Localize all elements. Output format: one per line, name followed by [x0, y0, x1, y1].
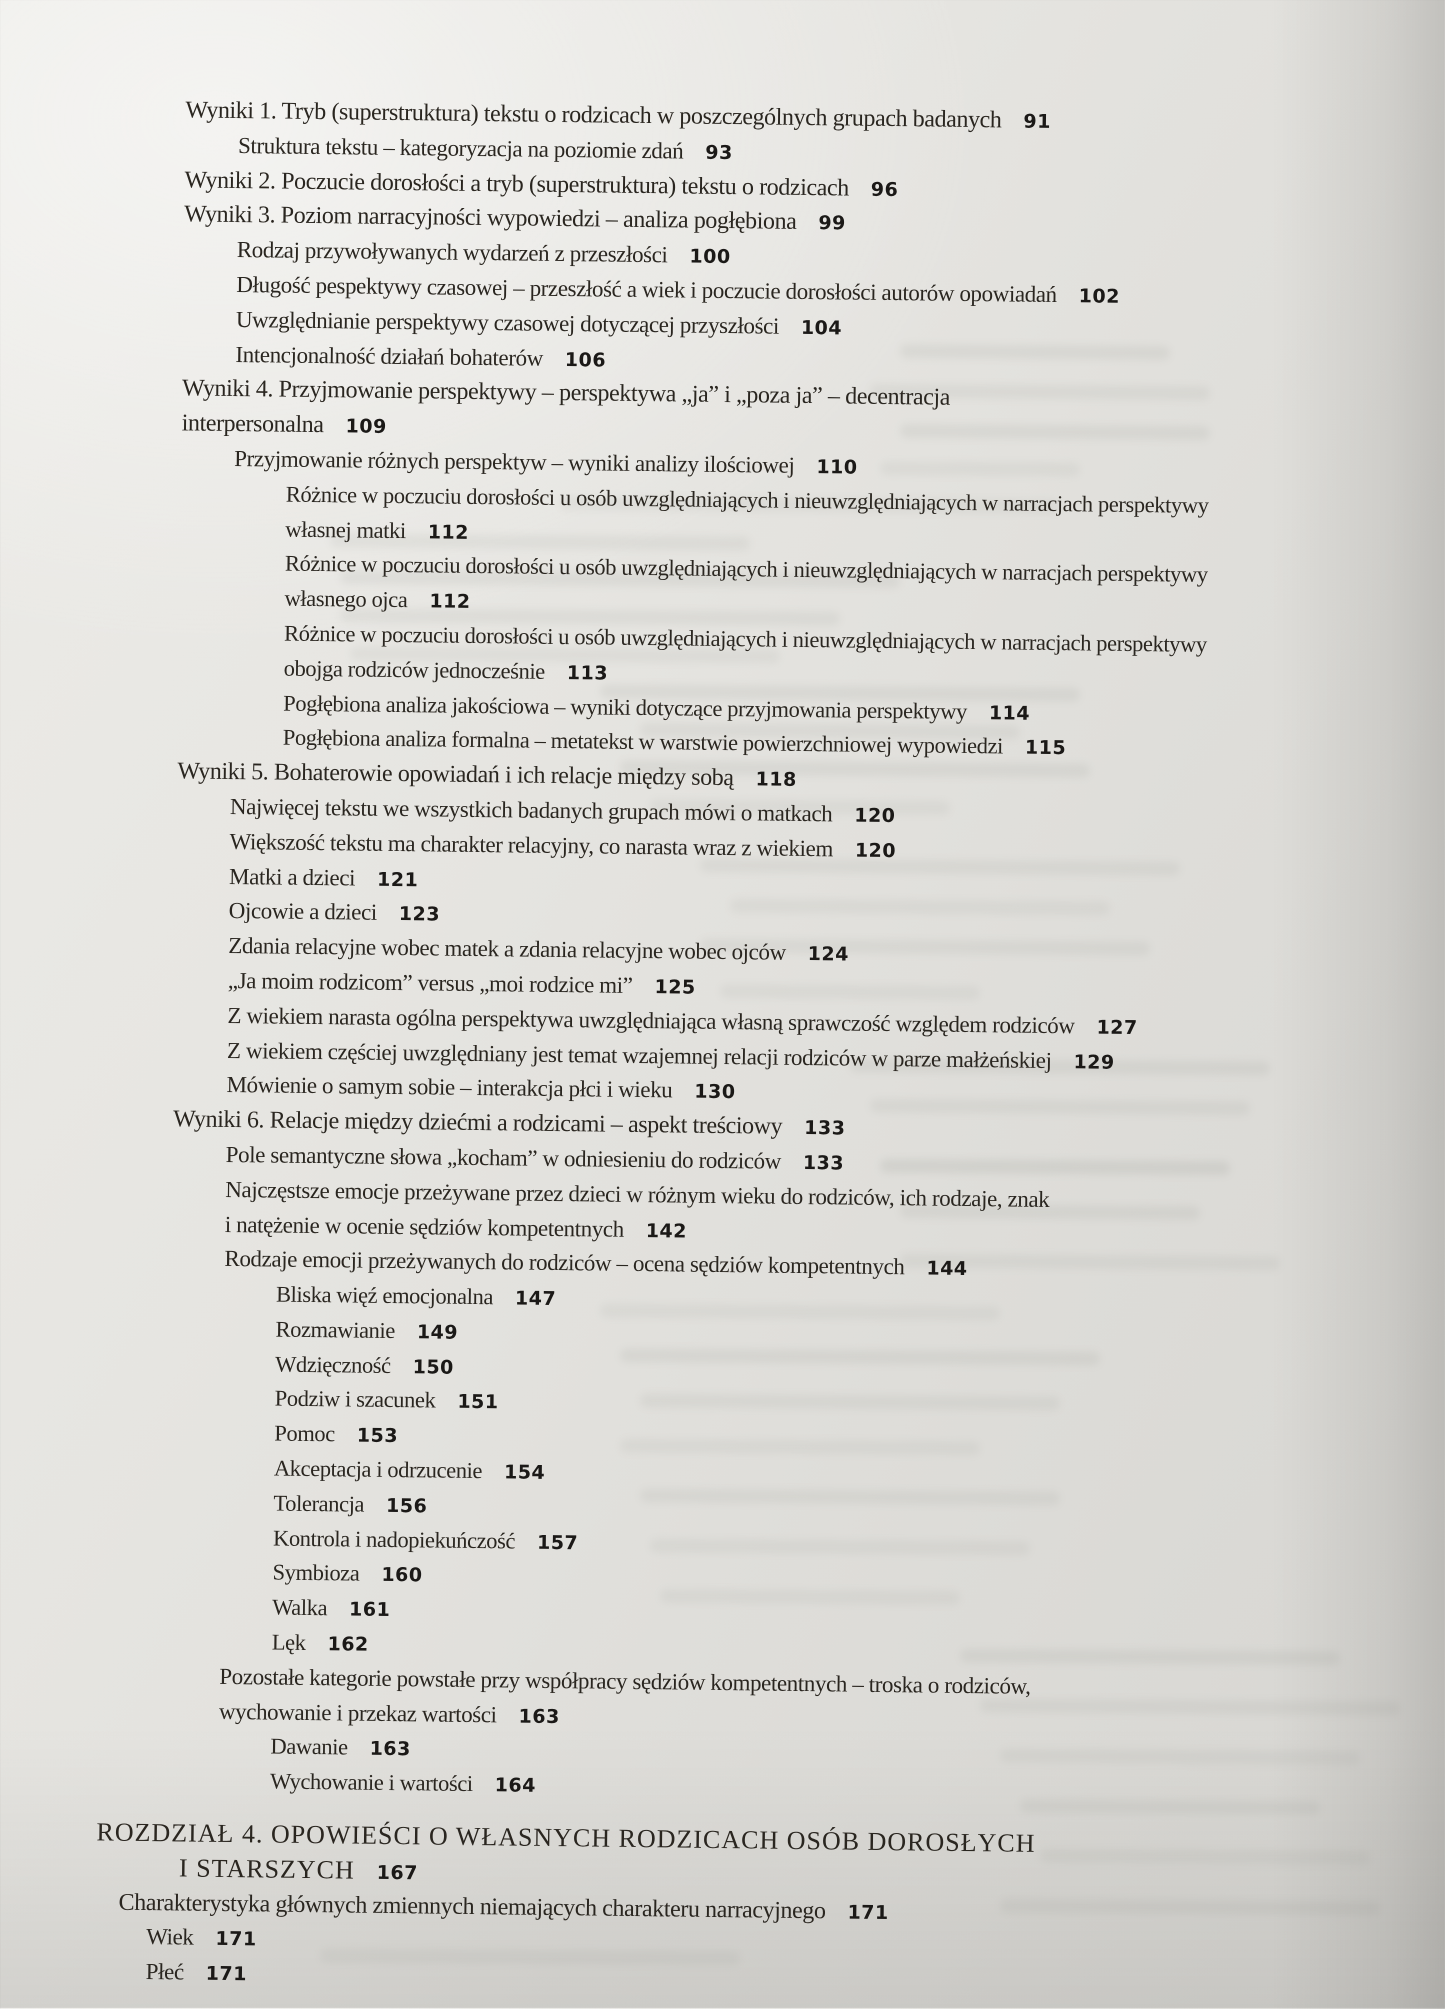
toc-page-number: 163 [369, 1738, 411, 1761]
toc-list [0, 91, 1445, 2006]
toc-page-number: 157 [536, 1531, 579, 1554]
toc-page-number: 91 [1023, 110, 1052, 133]
toc-entry-text: Pogłębiona analiza formalna – metatekst w warstwie powierzchniowej wypowiedzi [282, 724, 1004, 759]
toc-entry-text: Z wiekiem częściej uwzględniany jest temat wzajemnej relacji rodziców w parze małżeńskiej [226, 1037, 1052, 1073]
toc-entry-text: Matki a dzieci [228, 863, 356, 891]
toc-page-number: 151 [457, 1391, 499, 1414]
toc-entry-text: Lęk [271, 1629, 306, 1656]
toc-entry-text: Z wiekiem narasta ogólna perspektywa uwzględniająca własną sprawczość względem rodziców [227, 1002, 1075, 1039]
toc-page-number: 163 [518, 1705, 560, 1728]
toc-page-number: 167 [376, 1861, 419, 1885]
toc-page-number: 129 [1073, 1050, 1115, 1074]
toc-page-number: 142 [645, 1219, 688, 1243]
toc-page-number: 133 [804, 1117, 846, 1140]
toc-entry-text: „Ja moim rodzicom” versus „moi rodzice mi” [227, 967, 633, 998]
toc-entry-text: Wyniki 6. Relacje między dziećmi a rodzicami – aspekt treściowy [173, 1106, 783, 1140]
toc-page-number: 149 [416, 1321, 459, 1344]
toc-entry-text: Przyjmowanie różnych perspektyw – wyniki analizy ilościowej [234, 445, 795, 478]
toc-entry-text: wychowanie i przekaz wartości [218, 1698, 497, 1727]
toc-entry-text: Wyniki 2. Poczucie dorosłości a tryb (superstruktura) tekstu o rodzicach [184, 166, 849, 202]
toc-entry-text: Charakterystyka głównych zmiennych niemających charakteru narracyjnego [118, 1889, 826, 1924]
toc-page-number: 154 [503, 1461, 546, 1484]
toc-page-number: 102 [1078, 285, 1121, 308]
toc-entry-text: Wiek [146, 1924, 194, 1951]
toc-page-number: 96 [870, 178, 899, 201]
toc-entry-text: I STARSZYCH [178, 1853, 355, 1885]
toc-entry-text: Rodzaje emocji przeżywanych do rodziców – ocena sędziów kompetentnych [224, 1246, 905, 1280]
toc-page-number: 112 [427, 520, 470, 544]
toc-entry-text: Pogłębiona analiza jakościowa – wyniki dotyczące przyjmowania perspektywy [283, 690, 968, 724]
toc-entry-text: Podziw i szacunek [274, 1386, 436, 1414]
toc-entry-text: Długość pespektywy czasowej – przeszłość a wiek i poczucie dorosłości autorów opowiadań [236, 271, 1057, 308]
toc-page-number: 162 [327, 1633, 369, 1656]
toc-page-number: 133 [802, 1151, 845, 1175]
toc-page-number: 164 [494, 1774, 537, 1798]
toc-page-number: 104 [800, 316, 843, 340]
toc-entry-text: Struktura tekstu – kategoryzacja na poziomie zdań [237, 132, 684, 164]
toc-entry-text: Walka [272, 1594, 328, 1621]
toc-page-number: 100 [689, 245, 731, 269]
toc-entry-text: Wyniki 4. Przyjmowanie perspektywy – perspektywa „ja” i „poza ja” – decentracja [181, 375, 951, 412]
toc-page-number: 171 [847, 1901, 889, 1924]
toc-page-number: 150 [412, 1355, 454, 1379]
toc-page-number: 113 [566, 661, 609, 685]
toc-entry-text: własnego ojca [284, 585, 408, 613]
toc-entry-text: Dawanie [270, 1733, 348, 1760]
toc-entry-text: Różnice w poczuciu dorosłości u osób uwzględniających i nieuwzględniających w narracjach perspektywy [284, 550, 1208, 588]
toc-page-number: 147 [514, 1287, 557, 1311]
toc-entry-text: własnej matki [285, 516, 406, 543]
toc-page-number: 130 [694, 1080, 736, 1104]
toc-page-number: 127 [1096, 1016, 1138, 1039]
toc-page-number: 112 [429, 590, 471, 614]
toc-page-number: 106 [564, 348, 607, 372]
toc-entry-text: Najczęstsze emocje przeżywane przez dzieci w różnym wieku do rodziców, ich rodzaje, znak [225, 1176, 1050, 1212]
toc-page-number: 156 [385, 1494, 428, 1518]
toc-entry-text: Wyniki 1. Tryb (superstruktura) tekstu o rodzicach w poszczególnych grupach badanych [185, 97, 1002, 134]
toc-page-number: 171 [215, 1928, 257, 1951]
toc-entry-text: Rozmawianie [275, 1316, 396, 1343]
toc-page-number: 118 [755, 768, 797, 792]
toc-entry-text: i natężenie w ocenie sędziów kompetentnych [224, 1211, 624, 1242]
toc-entry-text: Płeć [145, 1959, 184, 1985]
toc-entry-text: Różnice w poczuciu dorosłości u osób uwzględniających i nieuwzględniających w narracjach perspektywy [285, 481, 1209, 518]
toc-entry-text: Pole semantyczne słowa „kocham” w odniesieniu do rodziców [225, 1141, 782, 1174]
toc-page-number: 125 [654, 976, 696, 999]
toc-page-number: 120 [854, 839, 897, 862]
toc-page-number: 123 [398, 903, 441, 926]
toc-page-number: 110 [816, 456, 858, 479]
toc-page-number: 161 [348, 1598, 391, 1622]
toc-entry-text: Intencjonalność działań bohaterów [235, 341, 544, 371]
toc-page-number: 114 [988, 701, 1031, 725]
toc-entry-text: Wyniki 5. Bohaterowie opowiadań i ich relacje między sobą [177, 758, 734, 792]
toc-entry-text: obojga rodziców jednocześnie [283, 655, 546, 684]
toc-entry-text: Wdzięczność [275, 1351, 391, 1378]
toc-entry-text: Większość tekstu ma charakter relacyjny, co narasta wraz z wiekiem [229, 828, 834, 862]
toc-page-number: 109 [345, 415, 387, 439]
toc-page-number: 99 [818, 212, 846, 235]
toc-entry-text: ROZDZIAŁ 4. OPOWIEŚCI O WŁASNYCH RODZICACH OSÓB DOROSŁYCH [96, 1817, 1036, 1858]
toc-entry-text: Różnice w poczuciu dorosłości u osób uwzględniających i nieuwzględniających w narracjach perspektywy [283, 620, 1207, 657]
toc-page-number: 171 [205, 1962, 248, 1986]
toc-entry-text: Ojcowie a dzieci [228, 898, 378, 926]
toc-entry-text: interpersonalna [181, 410, 324, 439]
toc-page-number: 153 [356, 1424, 399, 1448]
toc-entry-text: Pozostałe kategorie powstałe przy współpracy sędziów kompetentnych – troska o rodziców, [219, 1663, 1031, 1699]
toc-entry-text: Pomoc [274, 1420, 336, 1447]
toc-page-number: 120 [854, 804, 896, 828]
toc-entry-text: Symbioza [272, 1560, 360, 1587]
toc-page-number: 93 [705, 141, 733, 164]
toc-entry-text: Mówienie o samym sobie – interakcja płci i wieku [226, 1072, 673, 1103]
toc-page-number: 124 [807, 943, 850, 966]
toc-entry-text: Wychowanie i wartości [269, 1768, 473, 1797]
toc-entry-text: Wyniki 3. Poziom narracyjności wypowiedzi – analiza pogłębiona [184, 201, 797, 236]
toc-entry-text: Uwzględnianie perspektywy czasowej dotyczącej przyszłości [235, 306, 780, 339]
toc-entry-text: Zdania relacyjne wobec matek a zdania relacyjne wobec ojców [228, 933, 786, 965]
toc-page-number: 160 [381, 1564, 423, 1587]
toc-entry-text: Bliska więź emocjonalna [275, 1281, 494, 1310]
toc-entry-text: Akceptacja i odrzucenie [273, 1455, 483, 1484]
toc-entry-text: Tolerancja [273, 1490, 365, 1517]
toc-page-number: 115 [1024, 737, 1067, 760]
toc-entry-text: Kontrola i nadopiekuńczość [272, 1525, 516, 1554]
toc-page-number: 144 [926, 1257, 968, 1281]
toc-page-number: 121 [376, 868, 419, 891]
toc-entry-text: Rodzaj przywoływanych wydarzeń z przeszłości [236, 237, 668, 268]
toc-entry-text: Najwięcej tekstu we wszystkich badanych grupach mówi o matkach [229, 793, 833, 827]
